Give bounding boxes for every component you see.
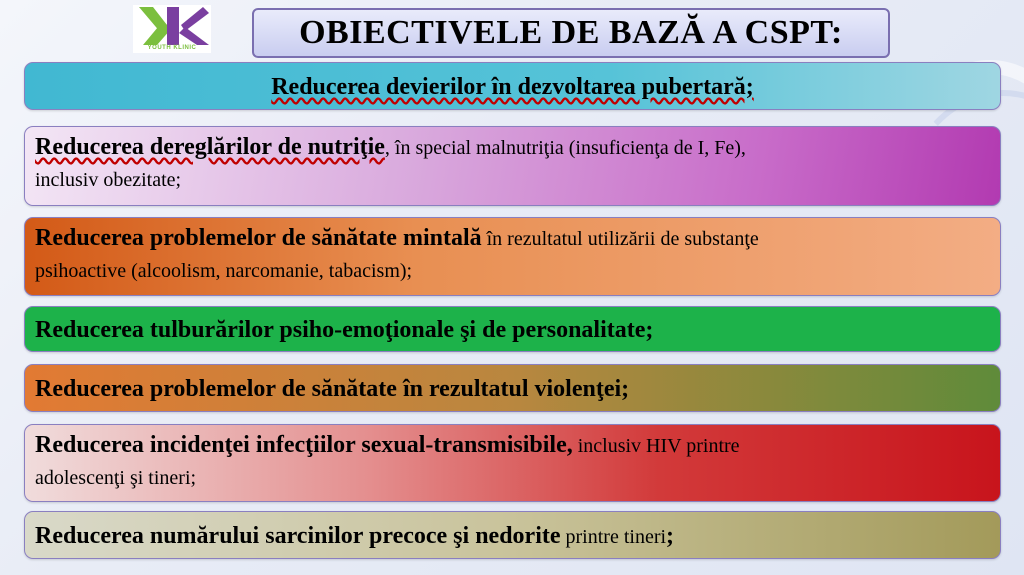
objective-3-bold: Reducerea problemelor de sănătate mintală [35,225,482,251]
objective-6-rest: inclusiv HIV printre [572,435,740,457]
objective-item-5 [24,364,1001,412]
objective-item-6 [24,424,1001,502]
objective-7-rest: printre tineri [560,526,667,548]
title-box [252,8,890,58]
objective-1-text: Reducerea devierilor în dezvoltarea pubertară; [271,74,754,100]
objective-6-rest2: adolescenţi şi tineri; [35,467,197,489]
objective-5-text: Reducerea problemelor de sănătate în rezultatul violenţei; [35,376,630,402]
objective-item-3 [24,217,1001,296]
objective-4-text: Reducerea tulburărilor psiho-emoţionale şi de personalitate; [35,317,654,343]
objective-3-rest2: psihoactive (alcoolism, narcomanie, tabacism); [35,260,413,282]
objective-2-rest2: inclusiv obezitate; [35,169,182,191]
objective-7-bold: Reducerea numărului sarcinilor precoce şi nedorite [35,523,561,549]
objective-2-rest: , în special malnutriţia (insuficienţa de I, Fe), [384,137,746,159]
youth-klinic-logo [133,5,211,53]
page-title: OBIECTIVELE DE BAZĂ A CSPT: [299,14,843,51]
logo-text: YOUTH KLINIC [147,45,197,51]
objective-3-rest: în rezultatul utilizării de substanţe [481,228,759,250]
objective-item-4 [24,306,1001,352]
objective-6-bold: Reducerea incidenţei infecţiilor sexual-transmisibile, [35,432,573,458]
objective-item-1 [24,62,1001,110]
objective-item-7 [24,511,1001,559]
objective-7-tail: ; [666,523,675,549]
objective-2-bold: Reducerea dereglărilor de nutriţie [35,134,385,160]
objective-item-2 [24,126,1001,206]
